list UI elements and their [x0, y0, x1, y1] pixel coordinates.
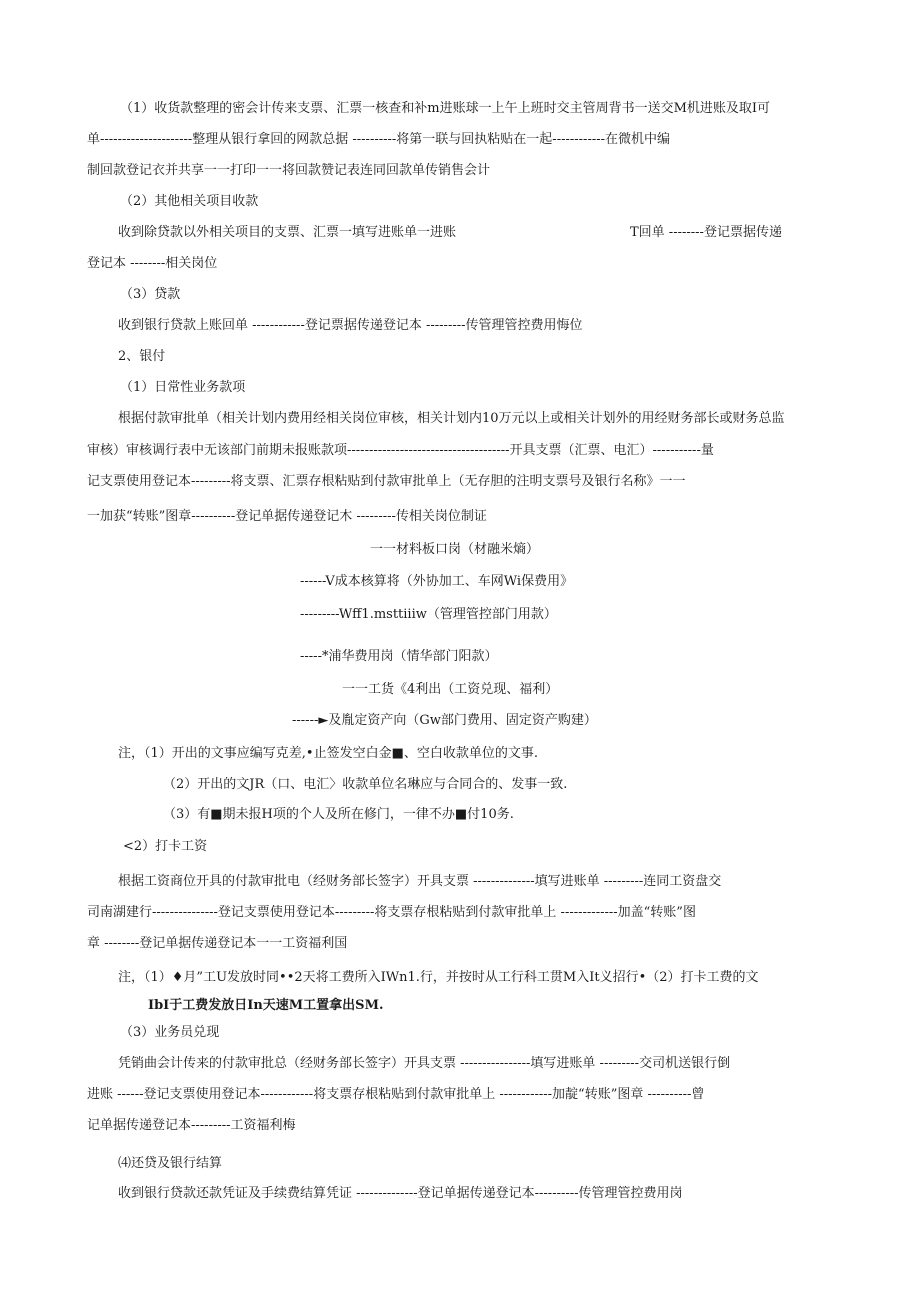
paragraph-line: 一加获“转账”图章----------登记单据传递登记木 ---------传相关岗位制证: [87, 509, 487, 524]
flow-branch: ------V成本核算将（外协加工、车网Wi保费用》: [300, 574, 574, 589]
paragraph-line: 登记本 --------相关岗位: [87, 256, 218, 271]
paragraph-line: 收到除贷款以外相关项目的支票、汇票一填写进账单一进账: [118, 225, 457, 240]
section-loan-repay-heading: ⑷还贷及银行结算: [118, 1156, 223, 1171]
section-receipts-heading: （1）收货款整理的密会计传来支票、汇票一核查和补m进账球一上午上班时交主管周背书一送交M机进账及取I可: [120, 101, 771, 116]
paragraph-line: 司南湖建行---------------登记支票使用登记本---------将支票存根粘贴到付款审批单上 -------------加盖“转账”图: [87, 905, 696, 920]
note-line: IbI于工费发放日In天速M工置拿出SM.: [148, 998, 384, 1013]
note-line: 注，（1）开出的文事应编写克差,•止签发空白金■、空白收款单位的文事.: [118, 746, 538, 761]
flow-branch: 一一材料板口岗（材融米熵）: [370, 542, 540, 557]
paragraph-line: 单---------------------整理从银行拿回的网款总据 ----------将第一联与回执粘贴在一起------------在微机中编: [87, 132, 671, 147]
note-line: （3）有■期未报H项的个人及所在修门，一律不办■付10务.: [163, 807, 514, 822]
section-card-payroll-heading: <2）打卡工资: [123, 839, 208, 854]
paragraph-line: 收到银行贷款上账回单 ------------登记票据传递登记本 ---------传管理管控费用悔位: [118, 318, 583, 333]
section-payments-title: 2、银付: [118, 349, 166, 364]
flow-branch: ------►及胤定资产向（Gw部门费用、固定资产购建）: [292, 713, 597, 728]
section-loan-heading: （3）贷款: [120, 287, 181, 302]
paragraph-line: 章 --------登记单据传递登记本一一工资福利国: [87, 936, 348, 951]
paragraph-line: 根据付款审批单（相关计划内费用经相关岗位审核，相关计划内10万元以上或相关计划外的用经财务部长或财务总监: [118, 411, 785, 426]
note-line: 注，（1）♦月”工U发放时同••2天将工费所入IWn1.行，并按时从工行科工贯M入It义招行•（2）打卡工费的文: [118, 970, 759, 985]
note-line: （2）开出的文JR（口、电汇〉收款单位名琳应与合同合的、发事一致.: [163, 777, 568, 792]
paragraph-line: 根据工资商位开具的付款审批电（经财务部长签字）开具支票 --------------填写进账单 ---------连同工资盘交: [118, 874, 722, 889]
section-other-receipts-heading: （2）其他相关项目收款: [120, 194, 259, 209]
paragraph-line: 审核）审核调行表中无该部门前期未报账款项-------------------------------------开具支票（汇票、电汇）-----------量: [87, 443, 714, 458]
paragraph-line: 制回款登记衣并共享一一打印一一将回款赞记表连同回款单传销售会计: [87, 163, 491, 178]
flow-branch: -----*浦华费用岗（情华部门阳款）: [300, 649, 498, 664]
flow-branch: ---------Wff1.msttiiiw（管理管控部门用款）: [300, 607, 557, 622]
section-sales-heading: （3）业务员兑现: [120, 1025, 220, 1040]
paragraph-line: T回单 --------登记票据传递: [630, 225, 782, 240]
flow-branch: 一一工货《4利出（工资兑现、福利）: [342, 682, 559, 697]
paragraph-line: 凭销曲会计传来的付款审批总（经财务部长签字）开具支票 ----------------填写进账单 ---------交司机送银行倒: [118, 1056, 731, 1071]
paragraph-line: 记支票使用登记本---------将支票、汇票存根粘贴到付款审批单上（无存胆的注明支票号及银行名称》一一: [87, 474, 686, 489]
paragraph-line: 收到银行贷款还款凭证及手续费结算凭证 --------------登记单据传递登记本----------传管理管控费用岗: [118, 1186, 683, 1201]
section-routine-heading: （1）日常性业务款项: [120, 380, 246, 395]
paragraph-line: 进账 ------登记支票使用登记本------------将支票存根粘贴到付款审批单上 ------------加靛“转账”图章 ----------曾: [87, 1087, 705, 1102]
paragraph-line: 记单据传递登记本---------工资福利梅: [87, 1118, 296, 1133]
